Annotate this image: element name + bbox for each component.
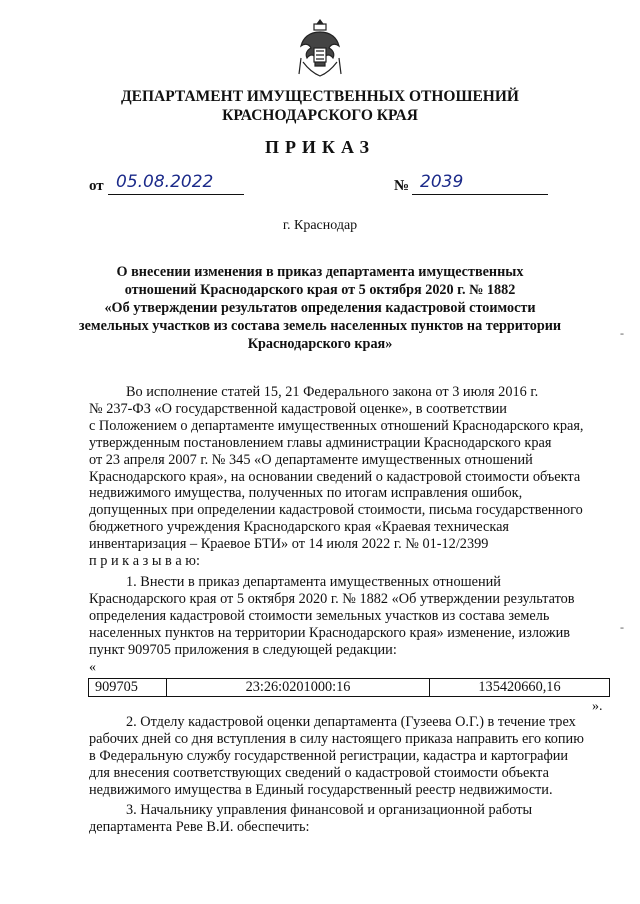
- text-line: с Положением о департаменте имущественных отношений Краснодарского края,: [89, 417, 584, 434]
- text-line: п р и к а з ы в а ю:: [89, 553, 200, 570]
- preamble-paragraph: [89, 384, 609, 570]
- text-line: 1. Внести в приказ департамента имущественных отношений: [126, 574, 501, 590]
- text-line: Краснодарского края от 5 октября 2020 г. № 1882 «Об утверждении результатов: [89, 590, 575, 607]
- margin-mark: -: [620, 326, 624, 340]
- item-2-paragraph: [89, 714, 609, 799]
- number-value: 2039: [420, 172, 464, 192]
- text-line: рабочих дней со дня вступления в силу настоящего приказа направить его копию: [89, 730, 584, 747]
- number-label: №: [394, 178, 410, 194]
- text-line: от 23 апреля 2007 г. № 345 «О департаменте имущественных отношений: [89, 451, 533, 468]
- text-line: департамента Реве В.И. обеспечить:: [89, 818, 310, 835]
- item-1-paragraph: [89, 574, 609, 659]
- subject-line: «Об утверждении результатов определения кадастровой стоимости: [104, 300, 536, 316]
- margin-mark: -: [620, 620, 624, 634]
- cadastral-value-table: [88, 678, 610, 697]
- text-line: недвижимого имущества в Единый государственный реестр недвижимости.: [89, 781, 553, 798]
- text-line: в Федеральную службу государственной регистрации, кадастра и картографии: [89, 747, 569, 764]
- text-line: бюджетного учреждения Краснодарского края «Краевая техническая: [89, 519, 509, 536]
- department-name-line2: КРАСНОДАРСКОГО КРАЯ: [222, 107, 418, 124]
- table-cell-item-number: 909705: [89, 679, 167, 697]
- department-name-line1: ДЕПАРТАМЕНТ ИМУЩЕСТВЕННЫХ ОТНОШЕНИЙ: [121, 88, 519, 105]
- text-line: для внесения соответствующих сведений о кадастровой стоимости объекта: [89, 764, 549, 781]
- text-line: допущенных при определении кадастровой стоимости, письма государственного: [89, 502, 583, 519]
- close-quote: ».: [592, 699, 603, 714]
- number-underline: [412, 194, 548, 195]
- date-label: от: [89, 178, 104, 194]
- text-line: определения кадастровой стоимости земельных участков из состава земель: [89, 607, 550, 624]
- subject-line: О внесении изменения в приказ департамента имущественных: [116, 264, 524, 280]
- item-3-paragraph: [89, 802, 609, 836]
- text-line: утвержденным постановлением главы администрации Краснодарского края: [89, 434, 552, 451]
- text-line: инвентаризация – Краевое БТИ» от 14 июля 2022 г. № 01-12/2399: [89, 536, 489, 553]
- city: г. Краснодар: [282, 218, 358, 233]
- table-cell-cadastral-number: 23:26:0201000:16: [167, 679, 430, 697]
- table-cell-cadastral-value: 135420660,16: [430, 679, 610, 697]
- table-row: [89, 679, 610, 697]
- subject-line: Краснодарского края»: [247, 336, 393, 352]
- date-value: 05.08.2022: [116, 172, 214, 192]
- document-type-title: ПРИКАЗ: [264, 137, 376, 157]
- text-line: 3. Начальнику управления финансовой и организационной работы: [126, 802, 533, 818]
- text-line: Во исполнение статей 15, 21 Федерального закона от 3 июля 2016 г.: [126, 384, 539, 400]
- text-line: недвижимого имущества, полученных по итогам исправления ошибок,: [89, 485, 523, 502]
- text-line: пункт 909705 приложения в следующей редакции:: [89, 641, 397, 658]
- text-line: Краснодарского края», на основании сведений о кадастровой стоимости объекта: [89, 468, 581, 485]
- text-line: населенных пунктов на территории Краснодарского края» изменение, изложив: [89, 624, 571, 641]
- subject-line: земельных участков из состава земель населенных пунктов на территории: [78, 318, 562, 334]
- text-line: 2. Отделу кадастровой оценки департамента (Гузеева О.Г.) в течение трех: [126, 714, 576, 730]
- subject-line: отношений Краснодарского края от 5 октября 2020 г. № 1882: [124, 282, 516, 298]
- coat-of-arms-emblem: [295, 18, 345, 80]
- text-line: № 237-ФЗ «О государственной кадастровой оценке», в соответствии: [89, 400, 507, 417]
- open-quote: «: [89, 660, 96, 675]
- date-underline: [108, 194, 244, 195]
